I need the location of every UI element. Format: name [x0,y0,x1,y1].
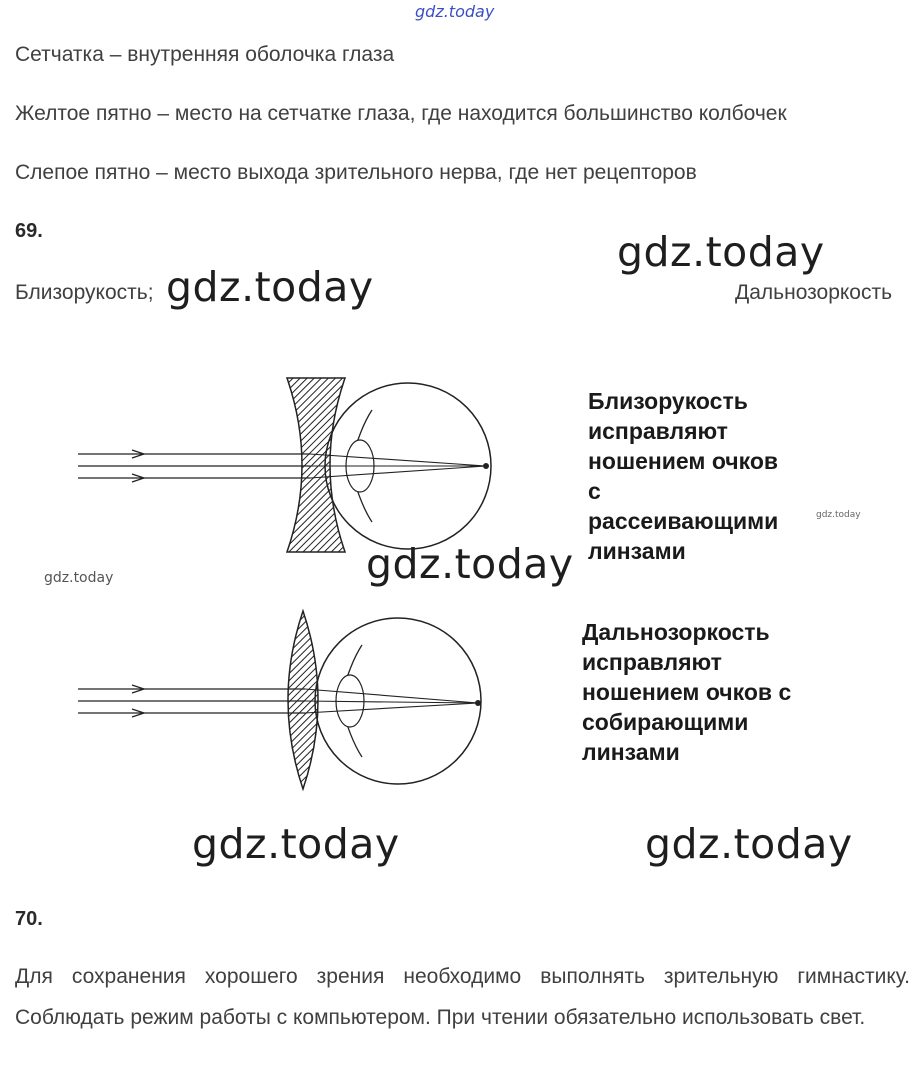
task-number-70: 70. [15,908,43,930]
definition-retina: Сетчатка – внутренняя оболочка глаза [15,43,395,66]
caption-line: ношением очков [588,448,779,474]
caption-line: рассеивающими [588,508,779,534]
watermark-large: gdz.today [617,228,825,276]
caption-line: Дальнозоркость [582,619,770,645]
task-number-69: 69. [15,220,43,242]
watermark-large: gdz.today [645,820,853,868]
caption-line: исправляют [582,649,722,675]
caption-line: Близорукость [588,388,748,414]
label-myopia: Близорукость; [15,281,154,304]
caption-line: с [588,478,601,504]
caption-line: собирающими [582,709,749,735]
hyperopia-diagram [60,605,500,795]
watermark-large: gdz.today [366,540,574,588]
caption-line: исправляют [588,418,728,444]
hyperopia-caption [582,617,832,767]
label-hyperopia: Дальнозоркость [735,281,893,304]
definition-yellow-spot: Желтое пятно – место на сетчатке глаза, где находится большинство колбочек [15,102,787,125]
watermark-small: gdz.today [44,570,114,586]
caption-line: линзами [582,739,680,765]
watermark-large: gdz.today [166,263,374,311]
myopia-diagram [60,370,500,560]
watermark-top: gdz.today [415,2,495,21]
caption-line: ношением очков с [582,679,792,705]
watermark-tiny: gdz.today [816,510,861,520]
watermark-large: gdz.today [192,820,400,868]
task70-text: Для сохранения хорошего зрения необходимо выполнять зрительную гимнастику. Соблюдать режим работы с компьютером. При чтении обязательно использовать свет. [15,965,910,1029]
caption-line: линзами [588,538,686,564]
myopia-caption [588,386,818,566]
definition-blind-spot: Слепое пятно – место выхода зрительного нерва, где нет рецепторов [15,161,697,184]
